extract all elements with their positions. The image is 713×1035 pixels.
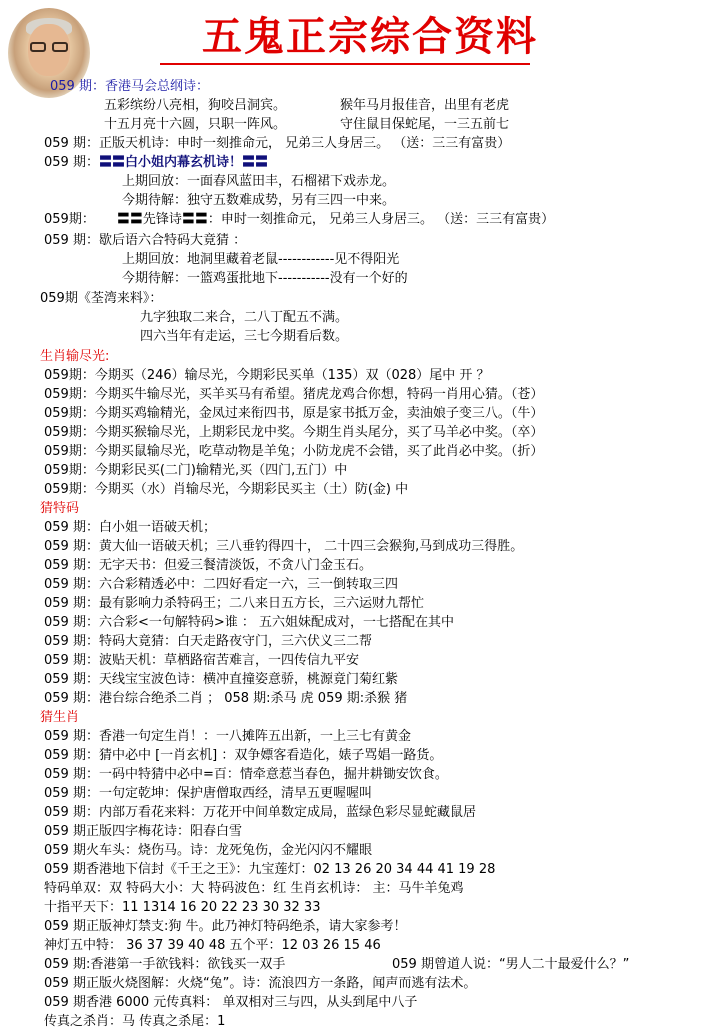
line-33: 059 期：猜中必中 [一肖玄机] ：双争嫖客看造化，婊子骂娼一路货。 [44, 748, 443, 763]
line-38: 059 期火车头：烧伤马。诗：龙死兔伤，金光闪闪不耀眼 [44, 843, 372, 858]
line-41: 十指平天下：11 1314 16 20 22 23 30 32 33 [44, 900, 321, 915]
line-11: 今期待解：一篮鸡蛋批地下-----------没有一个好的 [122, 271, 408, 286]
line-40: 特码单双：双 特码大小：大 特码波色：红 生肖玄机诗： 主：马牛羊兔鸡 [44, 881, 464, 896]
line-34: 059 期：一码中特猜中必中=百：情牵意惹当春色，掘井耕锄安饮食。 [44, 767, 448, 782]
line-30: 059 期：天线宝宝波色诗：横冲直撞姿意骄，桃源竟门菊红紫 [44, 672, 398, 687]
title-underline [160, 63, 530, 65]
line-46: 059 期香港 6000 元传真料： 单双相对三与四，从头到尾中八子 [44, 995, 418, 1010]
line-07: 今期待解：独守五数难成势，另有三四一中来。 [122, 193, 396, 208]
line-35: 059 期：一句定乾坤：保护唐僧取西经，清早五更喔喔叫 [44, 786, 372, 801]
line-43: 神灯五中特： 36 37 39 40 48 五个平：12 03 26 15 46 [44, 938, 381, 953]
line-37: 059 期正版四字梅花诗：阳春白雪 [44, 824, 242, 839]
section-heading-guess-zodiac: 猜生肖 [40, 710, 80, 725]
line-19: 059期：今期买鼠输尽光，吃草动物是羊兔；小防龙虎不会错，买了此肖必中奖。（折） [44, 444, 544, 459]
line-05-heading: 〓〓白小姐内幕玄机诗！〓〓 [98, 155, 268, 170]
line-03a: 十五月亮十六圆，只职一阵风。 [104, 117, 287, 132]
line-08-prefix: 059期： [44, 212, 95, 227]
line-05 [44, 154, 268, 172]
line-27: 059 期：六合彩<一句解特码>谁 ： 五六姐妹配成对，一七搭配在其中 [44, 615, 454, 630]
line-45: 059 期正版火烧图解：火烧“兔”。诗：流浪四方一条路，闻声而逃有法术。 [44, 976, 477, 991]
line-29: 059 期：波贴天机：草栖路宿苦难言，一四传信九平安 [44, 653, 359, 668]
line-20: 059期：今期彩民买(二门)输精光,买（四门,五门）中 [44, 463, 348, 478]
line-16: 059期：今期买牛输尽光，买羊买马有希望。猪虎龙鸡合你想，特码一肖用心猜。（苍） [44, 387, 544, 402]
line-12: 059期《荃湾来料》： [40, 291, 163, 306]
line-03b: 守住鼠目保蛇尾，一三五前七 [340, 117, 510, 132]
line-23: 059 期：黄大仙一语破天机；三八垂钓得四十， 二十四三会猴狗,马到成功三得胜。 [44, 539, 524, 554]
line-18: 059期：今期买猴输尽光，上期彩民龙中奖。今期生肖头尾分，买了马羊必中奖。（卒） [44, 425, 544, 440]
line-25: 059 期：六合彩精透必中：二四好看定一六，三一倒转取三四 [44, 577, 398, 592]
line-44a: 059 期:香港第一手欲钱料：欲钱买一双手 [44, 957, 286, 972]
line-44b: 059 期曾道人说：“男人二十最爱什么？” [392, 957, 630, 972]
line-24: 059 期：无字天书：但爱三餐清淡饭，不贪八门金玉石。 [44, 558, 372, 573]
avatar-glasses [28, 42, 70, 52]
line-08 [44, 211, 554, 229]
line-47: 传真之杀肖：马 传真之杀尾：1 [44, 1014, 226, 1029]
line-14: 四六当年有走运，三七今期看后数。 [140, 329, 349, 344]
line-28: 059 期：特码大竟猜：白天走路夜守门，三六伏义三二帮 [44, 634, 372, 649]
line-08-body: 〓〓先锋诗〓〓：申时一刻推命元， 兄弟三人身居三。 （送：三三有富贵） [116, 212, 555, 227]
line-22: 059 期：白小姐一语破天机； [44, 520, 216, 535]
line-31: 059 期：港台综合绝杀二肖 ； 058 期:杀马 虎 059 期:杀猴 猪 [44, 691, 408, 706]
line-32: 059 期：香港一句定生肖！：一八摊阵五出新，一上三七有黄金 [44, 729, 411, 744]
line-15: 059期：今期买（246）输尽光，今期彩民买单（135）双（028）尾中 开 ？ [44, 368, 490, 383]
line-05-prefix: 059 期： [44, 155, 99, 170]
line-17: 059期：今期买鸡输精光，金凤过来衔四书，原是家书抵万金，卖油娘子变三八。（牛） [44, 406, 544, 421]
line-36: 059 期：内部万看花来料：万花开中间单数定成局，蓝绿色彩尽显蛇藏鼠居 [44, 805, 476, 820]
line-02a: 五彩缤纷八亮相，狗咬吕洞宾。 [104, 98, 287, 113]
line-26: 059 期：最有影响力杀特码王；二八来日五方长，三六运财九帮忙 [44, 596, 424, 611]
line-42: 059 期正版神灯禁支:狗 牛。此乃神灯特码绝杀，请大家参考！ [44, 919, 407, 934]
line-06: 上期回放：一面春风蓝田丰，石榴裙下戏赤龙。 [122, 174, 396, 189]
page-title: 五鬼正宗综合资料 [202, 13, 538, 60]
section-heading-guess-code: 猜特码 [40, 501, 80, 516]
line-04: 059 期：正版天机诗：申时一刻推命元， 兄弟三人身居三。 （送：三三有富贵） [44, 136, 511, 151]
line-21: 059期：今期买（水）肖输尽光，今期彩民买主（土）防(金) 中 [44, 482, 409, 497]
line-09: 059 期：歇后语六合特码大竟猜 ： [44, 233, 247, 248]
line-13: 九字独取二来合，二八丁配五不满。 [140, 310, 349, 325]
line-10: 上期回放：地洞里藏着老鼠------------见不得阳光 [122, 252, 400, 267]
section-heading-zodiac-loss: 生肖输尽光: [40, 349, 110, 364]
line-39: 059 期香港地下信封《千王之王》：九宝莲灯：02 13 26 20 34 44 41 19 28 [44, 862, 496, 877]
line-01: 059 期：香港马会总纲诗： [50, 79, 209, 94]
line-02b: 猴年马月报佳音，出里有老虎 [340, 98, 510, 113]
